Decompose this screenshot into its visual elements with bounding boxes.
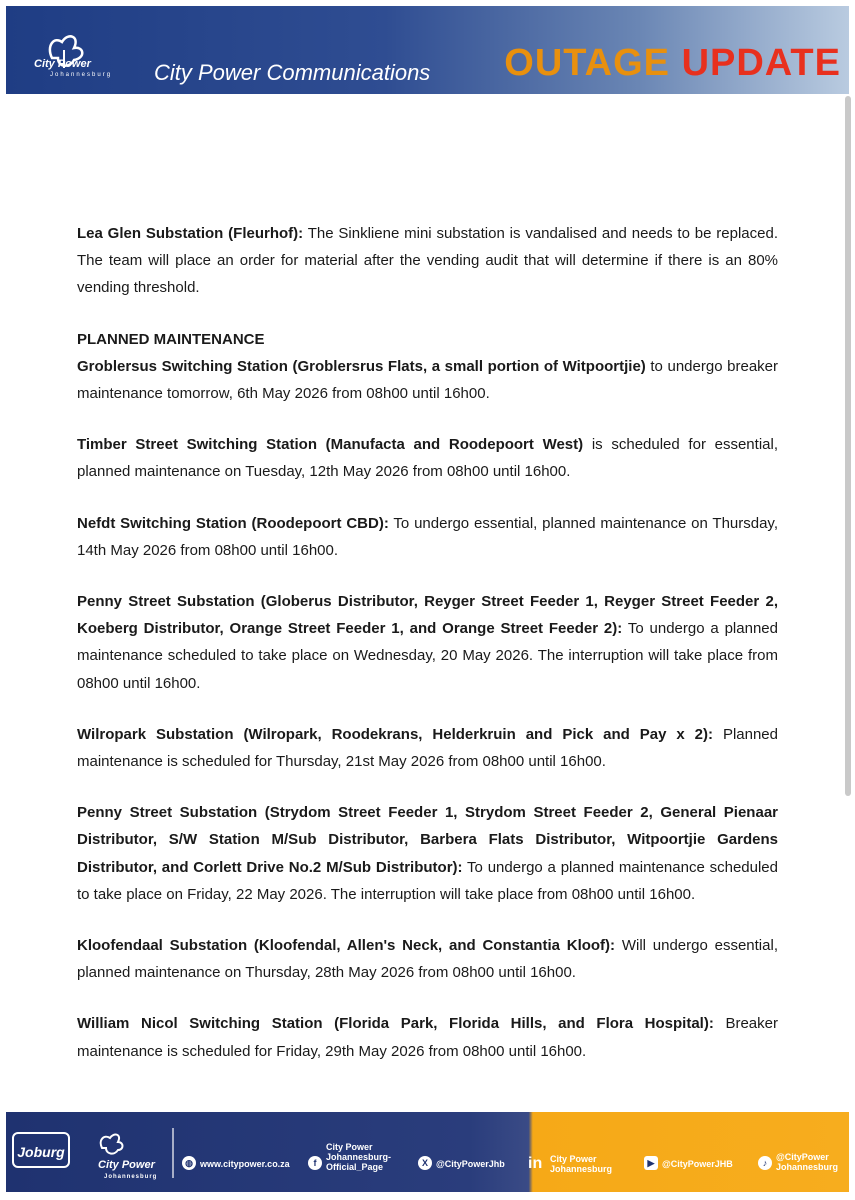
footer-logo-subtitle: Johannesburg (104, 1174, 158, 1180)
paragraph-title: Wilropark Substation (Wilropark, Roodekrans, Helderkruin and Pick and Pay x 2): (77, 725, 713, 743)
paragraph-title: Penny Street Substation (Globerus Distributor, Reyger Street Feeder 1, Reyger Street Feeder 2, Koeberg Distributor, Orange Street Feeder 1, and Orange Street Feeder 2): (77, 593, 778, 638)
tiktok-icon: ♪ (758, 1156, 772, 1170)
website-link[interactable]: www.citypower.co.za (200, 1159, 290, 1169)
paragraph-title: William Nicol Switching Station (Florida Park, Florida Hills, and Flora Hospital): (77, 1015, 714, 1033)
linkedin-icon: in (528, 1155, 543, 1172)
facebook-link[interactable]: City Power Johannesburg-Official_Page (326, 1142, 392, 1172)
paragraph-lea-glen (77, 220, 778, 302)
paragraph-kloofendaal (77, 932, 778, 986)
paragraph-title: Lea Glen Substation (Fleurhof): (77, 225, 304, 242)
outage-update-badge (504, 42, 841, 85)
paragraph-penny-street-2 (77, 799, 778, 908)
communications-title: City Power Communications (154, 60, 431, 85)
footer-divider (172, 1128, 174, 1178)
paragraph-text: To undergo a planned maintenance scheduled to take place on Wednesday, 20 May 2026. The interruption will take place from 08h00 until 16h00. (77, 620, 778, 692)
document-body (77, 220, 778, 1065)
twitter-link[interactable]: @CityPowerJhb (436, 1159, 505, 1169)
paragraph-text: is scheduled for essential, planned maintenance on Tuesday, 12th May 2026 from 08h00 until 16h00. (77, 436, 778, 481)
paragraph-groblersus (77, 353, 778, 407)
footer-logo-name: City Power (98, 1159, 155, 1171)
city-power-logo-icon (92, 1130, 142, 1160)
facebook-icon: f (308, 1156, 322, 1170)
logo-subtitle: Johannesburg (50, 72, 113, 78)
badge-word-outage: OUTAGE (504, 42, 671, 84)
footer-banner (6, 1112, 849, 1192)
paragraph-text: Planned maintenance is scheduled for Thursday, 21st May 2026 from 08h00 until 16h00. (77, 725, 778, 771)
paragraph-text: To undergo a planned maintenance scheduled to take place on Friday, 22 May 2026. The interruption will take place from 08h00 until 16h00. (77, 858, 778, 903)
paragraph-nefdt (77, 510, 778, 564)
tiktok-link[interactable]: @CityPower Johannesburg (776, 1152, 839, 1172)
paragraph-text: to undergo breaker maintenance tomorrow, 6th May 2026 from 08h00 until 16h00. (77, 357, 779, 403)
linkedin-link[interactable]: City Power Johannesburg (550, 1154, 613, 1174)
paragraph-title: Groblersus Switching Station (Groblersrus Flats, a small portion of Witpoortjie) (77, 357, 646, 375)
paragraph-title: Timber Street Switching Station (Manufacta and Roodepoort West) (77, 436, 584, 454)
paragraph-text: The Sinkliene mini substation is vandalised and needs to be replaced. The team will place an order for material after the vending audit that will determine if there is an 80% vending threshold. (77, 225, 778, 297)
scrollbar[interactable] (845, 96, 851, 796)
badge-word-update: UPDATE (681, 42, 841, 84)
joburg-logo: Joburg (12, 1132, 70, 1168)
globe-icon: ◍ (182, 1156, 196, 1170)
paragraph-title: Kloofendaal Substation (Kloofendal, Allen's Neck, and Constantia Kloof): (77, 937, 616, 955)
x-twitter-icon: X (418, 1156, 432, 1170)
paragraph-text: To undergo essential, planned maintenance on Thursday, 14th May 2026 from 08h00 until 16h00. (77, 514, 778, 559)
paragraph-title: Nefdt Switching Station (Roodepoort CBD): (77, 514, 389, 532)
youtube-icon: ▶ (644, 1156, 658, 1170)
logo-name: City Power (34, 58, 91, 70)
paragraph-text: Breaker maintenance is scheduled for Friday, 29th May 2026 from 08h00 until 16h00. (77, 1015, 778, 1060)
paragraph-wilropark (77, 721, 778, 775)
youtube-link[interactable]: @CityPowerJHB (662, 1159, 733, 1169)
header-banner (6, 6, 849, 94)
paragraph-timber-street (77, 431, 778, 485)
paragraph-penny-street-1 (77, 588, 778, 697)
paragraph-text: Will undergo essential, planned maintenance on Thursday, 28th May 2026 from 08h00 until 16h00. (77, 937, 778, 982)
paragraph-title: Penny Street Substation (Strydom Street Feeder 1, Strydom Street Feeder 2, General Pienaar Distributor, S/W Station M/Sub Distributor, Barbera Flats Distributor, Witpoortjie Gardens Distributor, and Corlett Drive No.2 M/Sub Distributor): (77, 804, 778, 876)
section-heading: PLANNED MAINTENANCE (77, 330, 265, 348)
paragraph-william-nicol (77, 1010, 778, 1064)
